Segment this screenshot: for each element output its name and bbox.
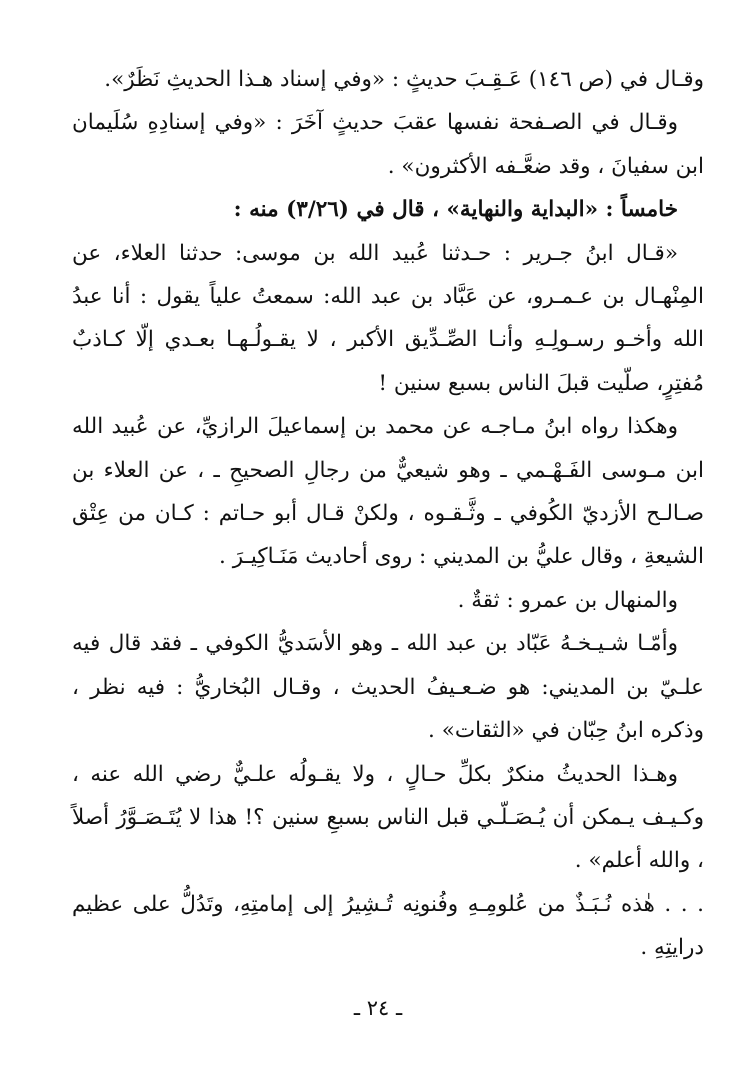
paragraph-2: وقـال في الصـفحة نفسها عقبَ حديثٍ آخَرَ : «وفي إسنادِهِ سُلَيمان ابن سفيانَ ، وقد ضعَّـفه الأكثرون» . <box>72 110 704 179</box>
paragraph-5: وهكذا رواه ابنُ مـاجـه عن محمد بن إسماعيلَ الرازيِّ، عن عُبيد الله ابن مـوسى الفَـهْـمي ـ وهو شيعيٌّ من رجالِ الصحيحِ ـ ، عن العلاء بن صـالـح الأزديّ الكُوفي ـ وثَّـقـوه ، ولكنْ قـال أبو حـاتم : كـان من عِتْق الشيعةِ ، وقال عليُّ بن المديني : روى أحاديث مَنَـاكِيـرَ . <box>72 414 704 570</box>
paragraph-8: وهـذا الحديثُ منكرٌ بكلِّ حـالٍ ، ولا يقـولُه علـيٌّ رضي الله عنه ، وكـيـف يـمكن أن يُـصَـلّـي قبل الناس بسبعِ سنين ؟! هذا لا يُتَـصَـوَّرُ أصلاً ، والله أعلم» . <box>72 761 704 874</box>
page-number: ـ ٢٤ ـ <box>353 996 403 1020</box>
paragraph-7: وأمّـا شـيـخـهُ عَبّاد بن عبد الله ـ وهو الأسَديُّ الكوفي ـ فقد قال فيه علـيّ بن المديني: هو ضـعـيفُ الحديث ، وقـال البُخاريُّ : فيه نظر ، وذكره ابنُ حِبّان في «الثقات» . <box>72 631 704 744</box>
paragraph-9: . . . هٰذه نُـبَـذٌ من عُلومِـهِ وفُنونِه تُـشِيرُ إلى إمامتِهِ، وتَدُلُّ على عظيم درايتِهِ . <box>72 891 704 961</box>
document-body <box>72 58 704 970</box>
section-heading: خامساً : «البداية والنهاية» ، قال في (٣/٢٦) منه : <box>233 197 678 223</box>
paragraph-1: وقـال في (ص ١٤٦) عَـقِـبَ حديثٍ : «وفي إسناد هـذا الحديثِ نَظَرٌ». <box>104 67 704 92</box>
quote-paragraph: «قـال ابنُ جـرير : حـدثنا عُبيد الله بن موسى: حدثنا العلاء، عن المِنْهـال بن عـمـرو، عن عَبَّاد بن عبد الله: سمعتُ علياً يقول : أنا عبدُ الله وأخـو رسـولِـهِ وأنـا الصِّـدِّيق الأكبر ، لا يقـولُـهـا بعـدي إلّا كـاذبٌ مُفتِرٍ، صلّيت قبلَ الناس بسبع سنين ! <box>72 240 704 396</box>
paragraph-6: والمنهال بن عمرو : ثقةٌ . <box>457 587 678 613</box>
